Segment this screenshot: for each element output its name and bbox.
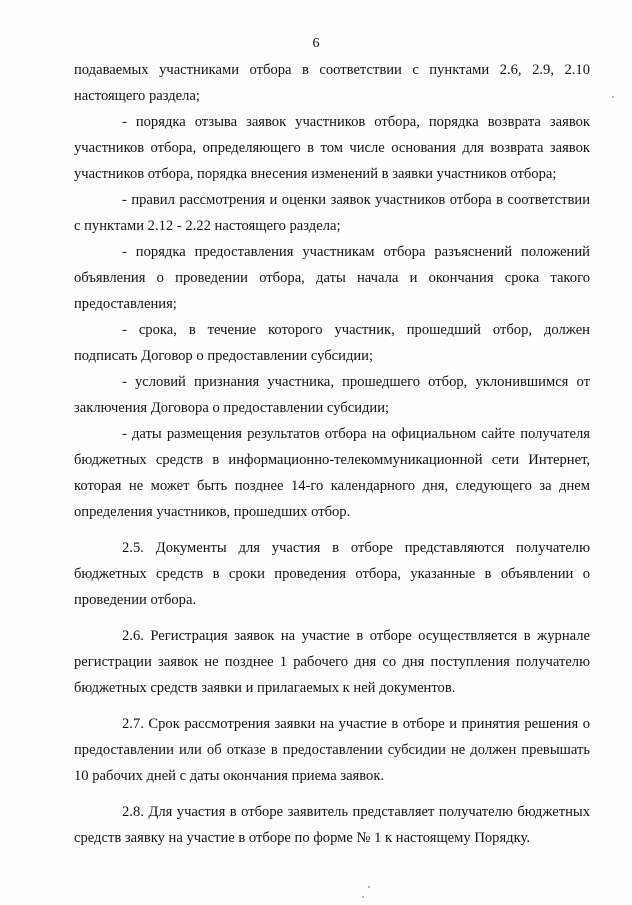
page-number: 6 [312, 36, 320, 51]
paragraph-2-6: 2.6. Регистрация заявок на участие в отборе осуществляется в журнале регистрации заявок не позднее 1 рабочего дня со дня поступления получателю бюджетных средств заявки и прилагаемых к ней документов. [74, 628, 590, 696]
paragraph-signing-deadline: - срока, в течение которого участник, прошедший отбор, должен подписать Договор о предоставлении субсидии; [74, 322, 590, 364]
paragraph-2-8: 2.8. Для участия в отборе заявитель представляет получателю бюджетных средств заявку на участие в отборе по форме № 1 к настоящему Порядку. [74, 804, 590, 846]
paragraph-results-publication: - даты размещения результатов отбора на официальном сайте получателя бюджетных средств в информационно-телекоммуникационной сети Интернет, которая не может быть позднее 14-го календарного дня, следующего за днем определения участников, прошедших отбор. [74, 426, 590, 520]
document-body [74, 57, 590, 851]
paragraph-evasion-conditions: - условий признания участника, прошедшего отбор, уклонившимся от заключения Договора о предоставлении субсидии; [74, 374, 590, 416]
paragraph-2-5: 2.5. Документы для участия в отборе представляются получателю бюджетных средств в сроки проведения отбора, указанные в объявлении о проведении отбора. [74, 540, 590, 608]
scan-speck [362, 896, 364, 898]
scan-speck [368, 886, 370, 888]
paragraph-clarification-procedure: - порядка предоставления участникам отбора разъяснений положений объявления о проведении отбора, даты начала и окончания срока такого предоставления; [74, 244, 590, 312]
paragraph-review-rules: - правил рассмотрения и оценки заявок участников отбора в соответствии с пунктами 2.12 - 2.22 настоящего раздела; [74, 192, 590, 234]
paragraph-2-7: 2.7. Срок рассмотрения заявки на участие в отборе и принятия решения о предоставлении или об отказе в предоставлении субсидии не должен превышать 10 рабочих дней с даты окончания приема заявок. [74, 716, 590, 784]
paragraph-withdrawal-procedure: - порядка отзыва заявок участников отбора, порядка возврата заявок участников отбора, определяющего в том числе основания для возврата заявок участников отбора, порядка внесения изменений в заявки участников отбора; [74, 114, 590, 182]
scan-speck [612, 96, 614, 98]
paragraph-continuation: подаваемых участниками отбора в соответствии с пунктами 2.6, 2.9, 2.10 настоящего раздела; [74, 62, 590, 104]
